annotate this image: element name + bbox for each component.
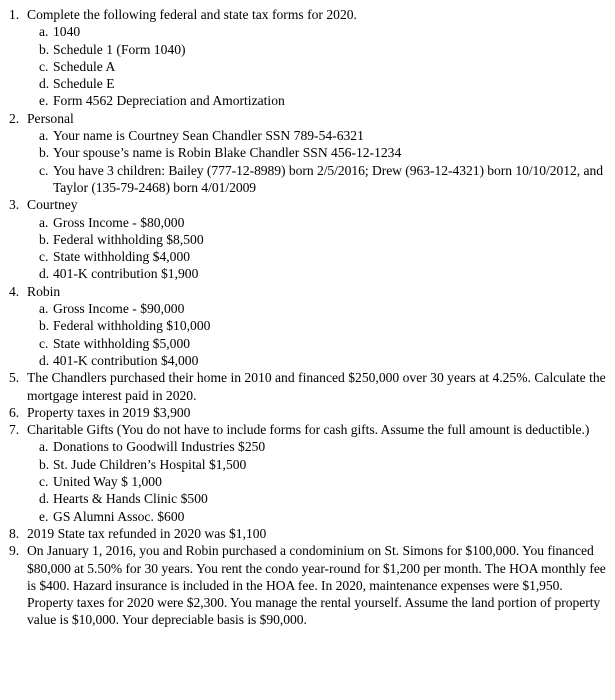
sub-item-text: St. Jude Children’s Hospital $1,500 (53, 456, 247, 472)
sub-item (27, 231, 607, 248)
list-item-7 (6, 421, 607, 525)
item-text: Charitable Gifts (You do not have to include forms for cash gifts. Assume the full amount is deductible.) (27, 422, 590, 438)
sub-item-letter: e. (39, 93, 49, 109)
item-content (27, 421, 607, 525)
sub-item (27, 23, 607, 40)
sub-item-text: Your spouse’s name is Robin Blake Chandler SSN 456-12-1234 (53, 145, 402, 161)
sub-item-letter: c. (39, 249, 49, 265)
sub-item-text: Form 4562 Depreciation and Amortization (53, 93, 285, 109)
sub-item (27, 162, 607, 197)
sub-item-letter: b. (39, 456, 50, 472)
list-item-5 (6, 369, 607, 404)
sub-item-letter: a. (39, 214, 49, 230)
sub-item (27, 438, 607, 455)
sub-item-letter: a. (39, 439, 49, 455)
sub-item-text: State withholding $5,000 (53, 335, 191, 351)
item-number: 5. (9, 370, 20, 386)
item-content (27, 196, 607, 282)
list-item-6 (6, 404, 607, 421)
sub-item (27, 473, 607, 490)
item-text: On January 1, 2016, you and Robin purchased a condominium on St. Simons for $100,000. You financed $80,000 at 5.50% for 30 years. You rent the condo year-round for $1,200 per month. The HOA monthly fee is $400. Hazard insurance is included in the HOA fee. In 2020, maintenance expenses were $1,950. Property taxes for 2020 were $2,300. You manage the rental yourself. Assume the land portion of property value is $10,000. Your depreciable basis is $90,000. (27, 543, 606, 628)
item-content (27, 283, 607, 369)
sub-item-text: GS Alumni Assoc. $600 (53, 508, 185, 524)
sub-item (27, 75, 607, 92)
item-number: 2. (9, 110, 20, 126)
sub-item (27, 300, 607, 317)
sub-item-letter: c. (39, 162, 49, 178)
sub-item-text: United Way $ 1,000 (53, 474, 162, 490)
sub-item-text: 401-K contribution $1,900 (53, 266, 199, 282)
sub-item (27, 144, 607, 161)
sub-item (27, 456, 607, 473)
item-content (27, 542, 607, 628)
sub-item-text: Schedule 1 (Form 1040) (53, 41, 186, 57)
sub-item-text: Schedule A (53, 58, 116, 74)
list-item-2 (6, 110, 607, 196)
sub-item-letter: d. (39, 491, 50, 507)
sub-item-letter: b. (39, 231, 50, 247)
item-number: 1. (9, 7, 20, 22)
item-text: Property taxes in 2019 $3,900 (27, 404, 191, 420)
item-text: Complete the following federal and state tax forms for 2020. (27, 7, 357, 22)
list-item-8 (6, 525, 607, 542)
sub-item-letter: c. (39, 335, 49, 351)
item-content (27, 369, 607, 404)
item-number: 3. (9, 197, 20, 213)
item-text: 2019 State tax refunded in 2020 was $1,100 (27, 525, 267, 541)
item-content (27, 6, 607, 110)
sub-item-text: 401-K contribution $4,000 (53, 352, 199, 368)
sub-item-letter: a. (39, 24, 49, 40)
sub-item-text: Donations to Goodwill Industries $250 (53, 439, 266, 455)
item-number: 4. (9, 283, 20, 299)
list-item-1 (6, 6, 607, 110)
item-content (27, 525, 607, 542)
sub-item-text: Gross Income - $90,000 (53, 301, 185, 317)
sub-item-letter: b. (39, 318, 50, 334)
sub-item-text: You have 3 children: Bailey (777-12-8989) born 2/5/2016; Drew (963-12-4321) born 10/10/2012, and Taylor (135-79-2468) born 4/01/2009 (53, 162, 603, 195)
sub-item-text: Federal withholding $10,000 (53, 318, 211, 334)
item-number: 6. (9, 404, 20, 420)
item-number: 7. (9, 422, 20, 438)
sub-item (27, 41, 607, 58)
sub-item (27, 490, 607, 507)
sub-item-letter: b. (39, 41, 50, 57)
sub-item-letter: d. (39, 76, 50, 92)
sub-item (27, 352, 607, 369)
sub-item (27, 317, 607, 334)
item-text: Personal (27, 110, 74, 126)
item-number: 8. (9, 525, 20, 541)
list-item-3 (6, 196, 607, 282)
sub-item-text: State withholding $4,000 (53, 249, 191, 265)
sub-item-letter: d. (39, 266, 50, 282)
sub-item-text: Gross Income - $80,000 (53, 214, 185, 230)
item-text: The Chandlers purchased their home in 2010 and financed $250,000 over 30 years at 4.25%. Calculate the mortgage interest paid in 2020. (27, 370, 606, 403)
sub-item (27, 508, 607, 525)
item-content (27, 404, 607, 421)
sub-item (27, 335, 607, 352)
item-text: Robin (27, 283, 61, 299)
sub-item-text: 1040 (53, 24, 81, 40)
sub-item-letter: a. (39, 301, 49, 317)
sub-item-text: Your name is Courtney Sean Chandler SSN 789-54-6321 (53, 128, 364, 144)
sub-item-letter: c. (39, 58, 49, 74)
sub-item-text: Hearts & Hands Clinic $500 (53, 491, 208, 507)
sub-item (27, 248, 607, 265)
sub-item-letter: c. (39, 474, 49, 490)
sub-item-text: Federal withholding $8,500 (53, 231, 204, 247)
item-content (27, 110, 607, 196)
sub-item-text: Schedule E (53, 76, 115, 92)
list-item-9 (6, 542, 607, 628)
sub-item (27, 265, 607, 282)
sub-item-letter: a. (39, 128, 49, 144)
sub-item-letter: e. (39, 508, 49, 524)
item-text: Courtney (27, 197, 78, 213)
sub-item (27, 214, 607, 231)
sub-item (27, 92, 607, 109)
sub-item-letter: b. (39, 145, 50, 161)
sub-item (27, 58, 607, 75)
item-number: 9. (9, 543, 20, 559)
sub-item-letter: d. (39, 352, 50, 368)
list-item-4 (6, 283, 607, 369)
sub-item (27, 127, 607, 144)
